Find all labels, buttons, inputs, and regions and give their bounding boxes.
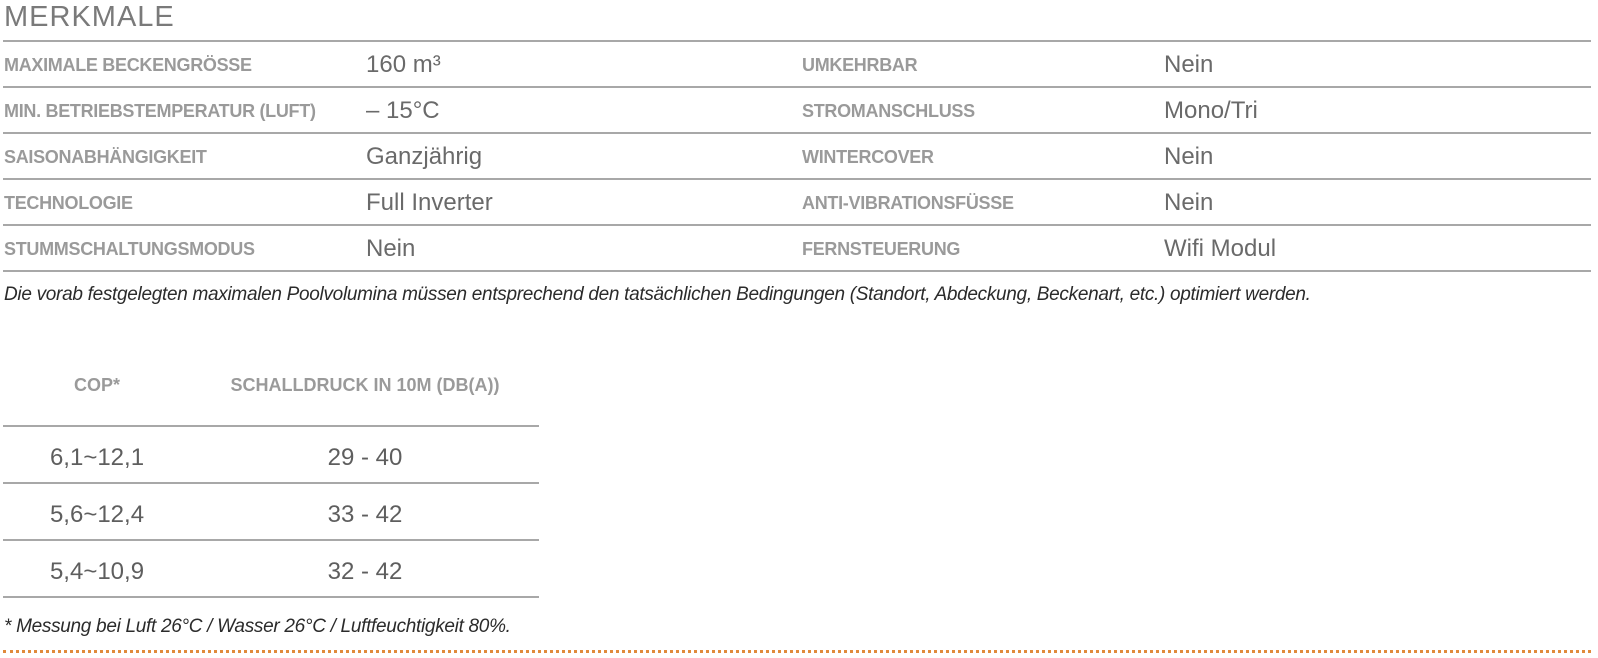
dotted-divider (3, 650, 1591, 653)
feature-label: UMKEHRBAR (802, 55, 918, 75)
feature-value: Full Inverter (366, 189, 493, 216)
feature-label: ANTI-VIBRATIONSFÜSSE (802, 193, 1014, 213)
feature-label: STUMMSCHALTUNGSMODUS (4, 239, 255, 259)
feature-value: – 15°C (366, 97, 440, 124)
feature-label: SAISONABHÄNGIGKEIT (4, 147, 207, 167)
feature-value: Wifi Modul (1164, 235, 1277, 262)
table-header (3, 355, 539, 427)
feature-value: Nein (1164, 143, 1214, 170)
feature-label: MAXIMALE BECKENGRÖSSE (4, 55, 252, 75)
table-row (3, 484, 539, 541)
cop-cell: 5,6~12,4 (49, 501, 145, 528)
cop-cell: 6,1~12,1 (49, 444, 145, 471)
pool-volume-note: Die vorab festgelegten maximalen Poolvolumina müssen entsprechend den tatsächlichen Bedingungen (Standort, Abdeckung, Beckenart, etc.) optimiert werden. (4, 284, 1311, 305)
feature-value: Mono/Tri (1164, 97, 1258, 124)
feature-value: Nein (1164, 189, 1214, 216)
sound-pressure-cell: 32 - 42 (327, 558, 403, 585)
column-header-cop: COP* (73, 375, 120, 395)
feature-label: WINTERCOVER (802, 147, 934, 167)
column-header-sound-pressure: SCHALLDRUCK IN 10M (DB(A)) (230, 375, 500, 395)
feature-label: MIN. BETRIEBSTEMPERATUR (LUFT) (4, 101, 316, 121)
table-row (3, 226, 1591, 272)
performance-table (3, 355, 539, 598)
table-row (3, 134, 1591, 180)
feature-label: STROMANSCHLUSS (802, 101, 975, 121)
table-row (3, 42, 1591, 88)
table-row (3, 88, 1591, 134)
feature-value: Ganzjährig (366, 143, 483, 170)
sound-pressure-cell: 29 - 40 (327, 444, 403, 471)
section-title: MERKMALE (4, 1, 175, 33)
table-row (3, 541, 539, 598)
measurement-footnote: * Messung bei Luft 26°C / Wasser 26°C / Luftfeuchtigkeit 80%. (4, 616, 511, 637)
feature-value: Nein (1164, 51, 1214, 78)
feature-label: FERNSTEUERUNG (802, 239, 961, 259)
feature-value: 160 m³ (366, 51, 441, 78)
feature-label: TECHNOLOGIE (4, 193, 133, 213)
features-table (3, 40, 1591, 272)
table-row (3, 180, 1591, 226)
cop-cell: 5,4~10,9 (49, 558, 145, 585)
feature-value: Nein (366, 235, 416, 262)
sound-pressure-cell: 33 - 42 (327, 501, 403, 528)
table-row (3, 427, 539, 484)
